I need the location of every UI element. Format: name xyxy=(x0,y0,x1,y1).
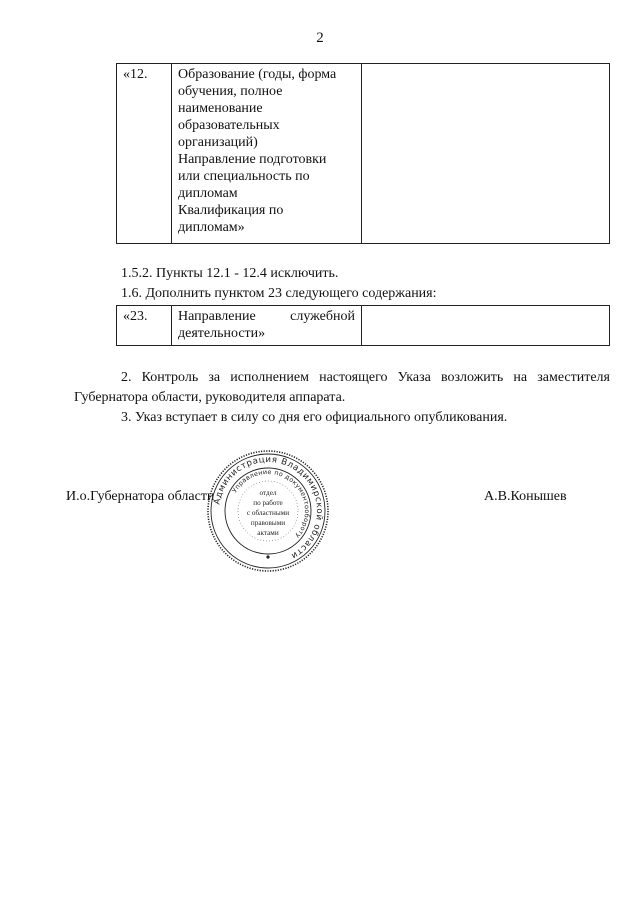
table-cell-label xyxy=(172,306,362,346)
label-line: обучения, полное xyxy=(178,84,283,99)
table-cell-number: «12. xyxy=(117,64,172,244)
table-cell-value xyxy=(362,64,610,244)
item-1-5-2: 1.5.2. Пункты 12.1 - 12.4 исключить. xyxy=(121,266,339,281)
page-number: 2 xyxy=(316,30,324,46)
label-line: дипломам» xyxy=(178,220,245,235)
item-1-6: 1.6. Дополнить пунктом 23 следующего содержания: xyxy=(121,286,437,301)
label-line: Направление служебной xyxy=(178,309,355,324)
seal-center-line: правовыми xyxy=(250,519,286,527)
label-line: или специальность по xyxy=(178,169,310,184)
official-seal xyxy=(206,449,330,573)
label-line: Образование (годы, форма xyxy=(178,67,337,82)
signatory-name: А.В.Конышев xyxy=(484,489,567,504)
seal-graphic xyxy=(206,449,330,573)
seal-center-line: с областными xyxy=(246,509,290,517)
label-line: организаций) xyxy=(178,135,258,150)
label-line: образовательных xyxy=(178,118,280,133)
table-cell-number: «23. xyxy=(117,306,172,346)
seal-star-icon xyxy=(266,555,269,558)
signatory-position: И.о.Губернатора области xyxy=(66,489,215,504)
table-row xyxy=(117,306,610,346)
seal-ring-text: Управление по документообороту xyxy=(230,467,312,541)
label-line: дипломам xyxy=(178,186,238,201)
paragraph-2-line-2: Губернатора области, руководителя аппарата. xyxy=(74,390,346,405)
paragraph-3: 3. Указ вступает в силу со дня его официального опубликования. xyxy=(121,410,508,425)
label-line: Направление подготовки xyxy=(178,152,327,167)
seal-center-line: актами xyxy=(257,529,279,537)
seal-center-line: по работе xyxy=(253,499,283,507)
label-line: Квалификация по xyxy=(178,203,284,218)
amendment-table-item-23 xyxy=(116,305,610,346)
table-cell-value xyxy=(362,306,610,346)
table-cell-label xyxy=(172,64,362,244)
label-line: деятельности» xyxy=(178,326,266,341)
amendment-table-item-12 xyxy=(116,63,610,244)
paragraph-2-line-1: 2. Контроль за исполнением настоящего Указа возложить на заместителя xyxy=(121,370,610,385)
label-line: наименование xyxy=(178,101,263,116)
seal-center-line: отдел xyxy=(259,489,277,497)
seal-outer-text: Администрация Владимирской области xyxy=(212,454,325,561)
table-row xyxy=(117,64,610,244)
